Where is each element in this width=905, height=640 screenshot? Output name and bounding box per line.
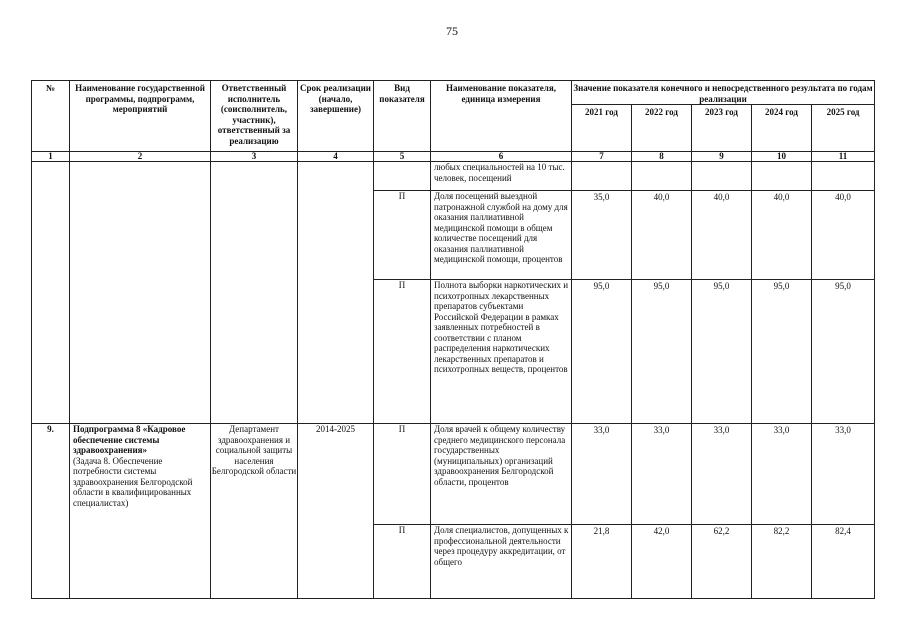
value-2024: 40,0 <box>752 191 812 280</box>
indicator-name: Доля посещений выездной патронажной службой на дому для оказания паллиативной медицинской помощи в общем количестве посещений для оказания паллиативной медицинской помощи, процентов <box>431 191 572 280</box>
row-num-cell <box>32 162 70 424</box>
value-2021: 35,0 <box>572 191 632 280</box>
value-2023 <box>692 162 752 191</box>
column-number: 6 <box>431 152 572 162</box>
value-2025: 33,0 <box>812 424 875 525</box>
header-values-group: Значение показателя конечного и непосредственного результата по годам реализации <box>572 81 875 105</box>
value-2024: 33,0 <box>752 424 812 525</box>
value-2021: 95,0 <box>572 280 632 424</box>
indicators-table <box>31 80 875 599</box>
column-number: 11 <box>812 152 875 162</box>
indicator-type: П <box>374 191 431 280</box>
column-number: 5 <box>374 152 431 162</box>
header-name: Наименование государственной программы, подпрограмм, мероприятий <box>70 81 211 152</box>
column-number: 4 <box>298 152 374 162</box>
value-2024 <box>752 162 812 191</box>
page-number: 75 <box>446 24 458 38</box>
header-indicator: Наименование показателя, единица измерения <box>431 81 572 152</box>
value-2024: 82,2 <box>752 525 812 599</box>
value-2021: 33,0 <box>572 424 632 525</box>
program-description: (Задача 8. Обеспечение потребности системы здравоохранения Белгородской области в квалифицированных специалистах) <box>73 455 193 508</box>
value-2023: 33,0 <box>692 424 752 525</box>
indicator-name: Доля врачей к общему количеству среднего медицинского персонала государственных (муниципальных) организаций здравоохранения Белгородской области, процентов <box>431 424 572 525</box>
value-2022: 33,0 <box>632 424 692 525</box>
value-2024: 95,0 <box>752 280 812 424</box>
header-executor: Ответственный исполнитель (соисполнитель, участник), ответственный за реализацию <box>211 81 298 152</box>
indicator-type <box>374 162 431 191</box>
column-number: 9 <box>692 152 752 162</box>
row-num: 9. <box>32 424 70 599</box>
value-2022: 40,0 <box>632 191 692 280</box>
column-number: 7 <box>572 152 632 162</box>
column-number: 8 <box>632 152 692 162</box>
term: 2014-2025 <box>298 424 374 599</box>
table-row <box>32 162 875 191</box>
column-numbers-row <box>32 152 875 162</box>
header-num: № <box>32 81 70 152</box>
row-name-cell <box>70 162 211 424</box>
value-2023: 40,0 <box>692 191 752 280</box>
column-number: 1 <box>32 152 70 162</box>
value-2022: 95,0 <box>632 280 692 424</box>
indicator-type: П <box>374 424 431 525</box>
row-executor-cell <box>211 162 298 424</box>
header-year: 2024 год <box>752 105 812 152</box>
indicator-name: Доля специалистов, допущенных к профессиональной деятельности через процедуру аккредитации, от общего <box>431 525 572 599</box>
indicator-type: П <box>374 525 431 599</box>
row-term-cell <box>298 162 374 424</box>
value-2025 <box>812 162 875 191</box>
executor: Департамент здравоохранения и социальной защиты населения Белгородской области <box>211 424 298 599</box>
program-cell <box>70 424 211 599</box>
column-number: 3 <box>211 152 298 162</box>
value-2021: 21,8 <box>572 525 632 599</box>
indicator-type: П <box>374 280 431 424</box>
value-2025: 95,0 <box>812 280 875 424</box>
column-number: 2 <box>70 152 211 162</box>
value-2023: 95,0 <box>692 280 752 424</box>
value-2025: 82,4 <box>812 525 875 599</box>
value-2025: 40,0 <box>812 191 875 280</box>
program-title: Подпрограмма 8 «Кадровое обеспечение системы здравоохранения» <box>73 424 186 455</box>
indicator-name: любых специальностей на 10 тыс. человек, посещений <box>431 162 572 191</box>
header-year: 2022 год <box>632 105 692 152</box>
header-year: 2025 год <box>812 105 875 152</box>
header-type: Вид показателя <box>374 81 431 152</box>
header-year: 2023 год <box>692 105 752 152</box>
indicator-name: Полнота выборки наркотических и психотропных лекарственных препаратов субъектами Российской Федерации в рамках заявленных потребностей в соответствии с планом распределения наркотических лекарственных препаратов и психотропных веществ, процентов <box>431 280 572 424</box>
value-2022 <box>632 162 692 191</box>
header-year: 2021 год <box>572 105 632 152</box>
header-term: Срок реализации (начало, завершение) <box>298 81 374 152</box>
column-number: 10 <box>752 152 812 162</box>
value-2022: 42,0 <box>632 525 692 599</box>
value-2021 <box>572 162 632 191</box>
table-row <box>32 424 875 525</box>
value-2023: 62,2 <box>692 525 752 599</box>
